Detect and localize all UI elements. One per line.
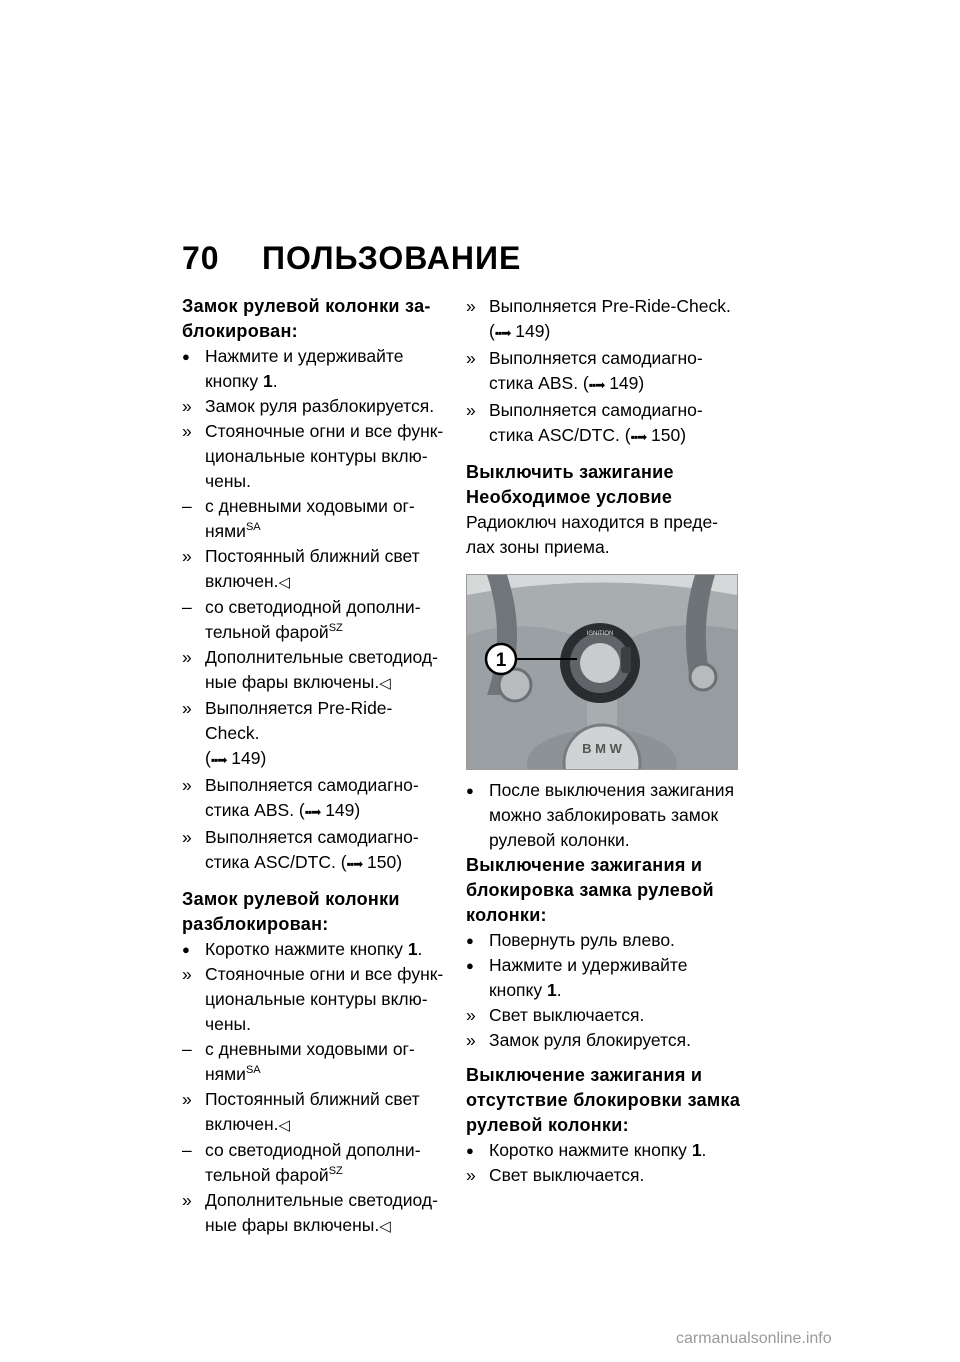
ignition-button-photo (466, 574, 738, 770)
bullet-icon: ● (466, 783, 474, 798)
result-item: » Постоянный ближний свет включен.◁ (182, 1089, 420, 1134)
bullet-icon: ● (182, 349, 190, 364)
result-item: » Дополнительные светодиод-ные фары включены.◁ (182, 1190, 438, 1235)
dash-icon: – (182, 1039, 192, 1059)
option-item: – со светодиодной дополни-тельной фарой$^{SZ}$ (182, 597, 421, 642)
result-item: » Выполняется самодиагно- стика ABS. (▪▪➡ 149) (466, 348, 703, 393)
page-ref-arrow-icon: ▪▪➡ (346, 857, 363, 871)
result-arrow-icon: » (466, 1030, 476, 1050)
result-arrow-icon: » (466, 348, 476, 368)
result-item: » Дополнительные светодиод-ные фары включены.◁ (182, 647, 438, 692)
result-arrow-icon: » (182, 396, 192, 416)
option-item: – с дневными ходовыми ог-нями$^{SA}$ (182, 496, 415, 541)
heading-unlocked: Замок рулевой колонки разблокирован: (182, 889, 400, 934)
heading-precondition: Необходимое условие (466, 487, 673, 507)
instruction-item: ● Коротко нажмите кнопку 1. (182, 937, 444, 962)
result-arrow-icon: » (466, 400, 476, 420)
page-ref-arrow-icon: ▪▪➡ (494, 326, 511, 340)
instruction-item: ● Нажмите и удерживайте кнопку 1. (182, 346, 404, 391)
option-item: – с дневными ходовыми ог-нями$^{SA}$ (182, 1039, 415, 1084)
result-arrow-icon: » (182, 1089, 192, 1109)
result-arrow-icon: » (182, 546, 192, 566)
instruction-item: ● Повернуть руль влево. (466, 928, 742, 953)
dash-icon: – (182, 496, 192, 516)
heading-off-and-lock: Выключение зажигания и блокировка замка рулевой колонки: (466, 855, 714, 925)
ignition-label: IGNITION (586, 631, 614, 637)
result-item: » Стояночные огни и все функ-циональные контуры вклю-чены. (182, 421, 444, 491)
heading-off-no-lock: Выключение зажигания и отсутствие блокировки замка рулевой колонки: (466, 1065, 741, 1135)
result-arrow-icon: » (182, 421, 192, 441)
instruction-item: ● Коротко нажмите кнопку 1. (466, 1138, 742, 1163)
left-column (182, 294, 444, 1239)
photo-illustration (467, 575, 737, 769)
end-mark-icon: ◁ (278, 574, 291, 591)
result-item: » Замок руля разблокируется. (182, 394, 444, 419)
page-ref-arrow-icon: ▪▪➡ (304, 805, 321, 819)
page-ref-arrow-icon: ▪▪➡ (630, 430, 647, 444)
bullet-icon: ● (466, 958, 474, 973)
result-arrow-icon: » (182, 964, 192, 984)
result-item: » Свет выключается. (466, 1163, 742, 1188)
instruction-item: ● После выключения зажигания можно заблокировать замок рулевой колонки. (466, 780, 735, 850)
result-arrow-icon: » (466, 296, 476, 316)
result-item: » Свет выключается. (466, 1003, 742, 1028)
result-item: » Замок руля блокируется. (466, 1028, 742, 1053)
result-arrow-icon: » (182, 1190, 192, 1210)
page-header (182, 240, 521, 277)
callout-number: 1 (495, 650, 507, 671)
instruction-item: ● Нажмите и удерживайте кнопку 1. (466, 955, 688, 1000)
heading-ignition-off: Выключить зажигание (466, 462, 674, 482)
page-number: 70 (182, 240, 220, 276)
result-arrow-icon: » (182, 827, 192, 847)
result-item: » Выполняется самодиагно- стика ASC/DTC. (▪▪➡ 150) (466, 400, 703, 445)
end-mark-icon: ◁ (379, 1218, 391, 1235)
watermark-text: carmanualsonline.info (676, 1330, 832, 1347)
result-item: » Выполняется Pre-Ride-Check. (▪▪➡ 149) (466, 296, 731, 341)
precondition-text: Радиоключ находится в преде-лах зоны приема. (466, 512, 719, 557)
page-ref-arrow-icon: ▪▪➡ (210, 753, 227, 767)
bullet-icon: ● (182, 942, 190, 957)
bullet-icon: ● (466, 933, 474, 948)
bullet-icon: ● (466, 1143, 474, 1158)
result-arrow-icon: » (466, 1165, 476, 1185)
result-item: » Выполняется Pre-Ride-Check. (▪▪➡ 149) (182, 698, 393, 768)
result-item: » Постоянный ближний свет включен.◁ (182, 546, 420, 591)
result-arrow-icon: » (182, 698, 192, 718)
page-ref-arrow-icon: ▪▪➡ (588, 378, 605, 392)
heading-locked: Замок рулевой колонки за-блокирован: (182, 296, 431, 341)
result-arrow-icon: » (182, 775, 192, 795)
end-mark-icon: ◁ (278, 1117, 291, 1134)
result-arrow-icon: » (466, 1005, 476, 1025)
section-title: ПОЛЬЗОВАНИЕ (262, 240, 522, 276)
right-column (466, 294, 742, 1188)
dash-icon: – (182, 597, 192, 617)
result-arrow-icon: » (182, 647, 192, 667)
result-item: » Стояночные огни и все функ-циональные контуры вклю-чены. (182, 964, 444, 1034)
result-item: » Выполняется самодиагно- стика ABS. (▪▪➡ 149) (182, 775, 419, 820)
end-mark-icon: ◁ (379, 675, 391, 692)
logo-text: B M W (582, 741, 622, 756)
option-item: – со светодиодной дополни-тельной фарой$^{SZ}$ (182, 1140, 421, 1185)
result-item: » Выполняется самодиагно- стика ASC/DTC. (▪▪➡ 150) (182, 827, 419, 872)
dash-icon: – (182, 1140, 192, 1160)
